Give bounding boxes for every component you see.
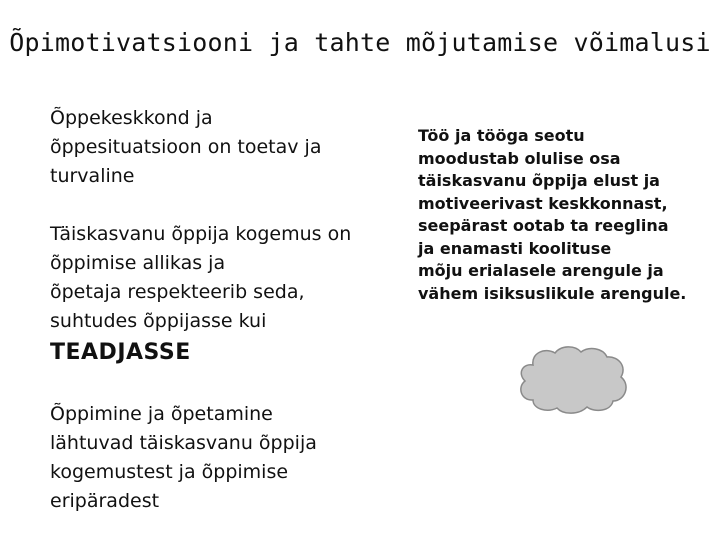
- left-paragraph-3: Õppimine ja õpetamine lähtuvad täiskasvanu õppija kogemustest ja õppimise eripäradest: [50, 403, 317, 512]
- left-paragraph-2: Täiskasvanu õppija kogemus on õppimise allikas ja õpetaja respekteerib seda, suhtudes õppijasse kui: [50, 223, 352, 332]
- right-text-block: Töö ja tööga seotu moodustab olulise osa täiskasvanu õppija elust ja motiveerivast keskkonnast, seepärast ootab ta reeglina ja enamasti koolituse mõju erialasele arengule ja vähem isiksuslikule arengule.: [418, 126, 687, 303]
- cloud-outline: [521, 347, 626, 413]
- left-paragraph-1: Õppekeskkond ja õppesituatsioon on toetav ja turvaline: [50, 107, 322, 187]
- emphasis-word: TEADJASSE: [50, 340, 191, 365]
- cloud-shape: [515, 343, 633, 415]
- slide-title: Õpimotivatsiooni ja tahte mõjutamise võimalusi: [9, 28, 711, 57]
